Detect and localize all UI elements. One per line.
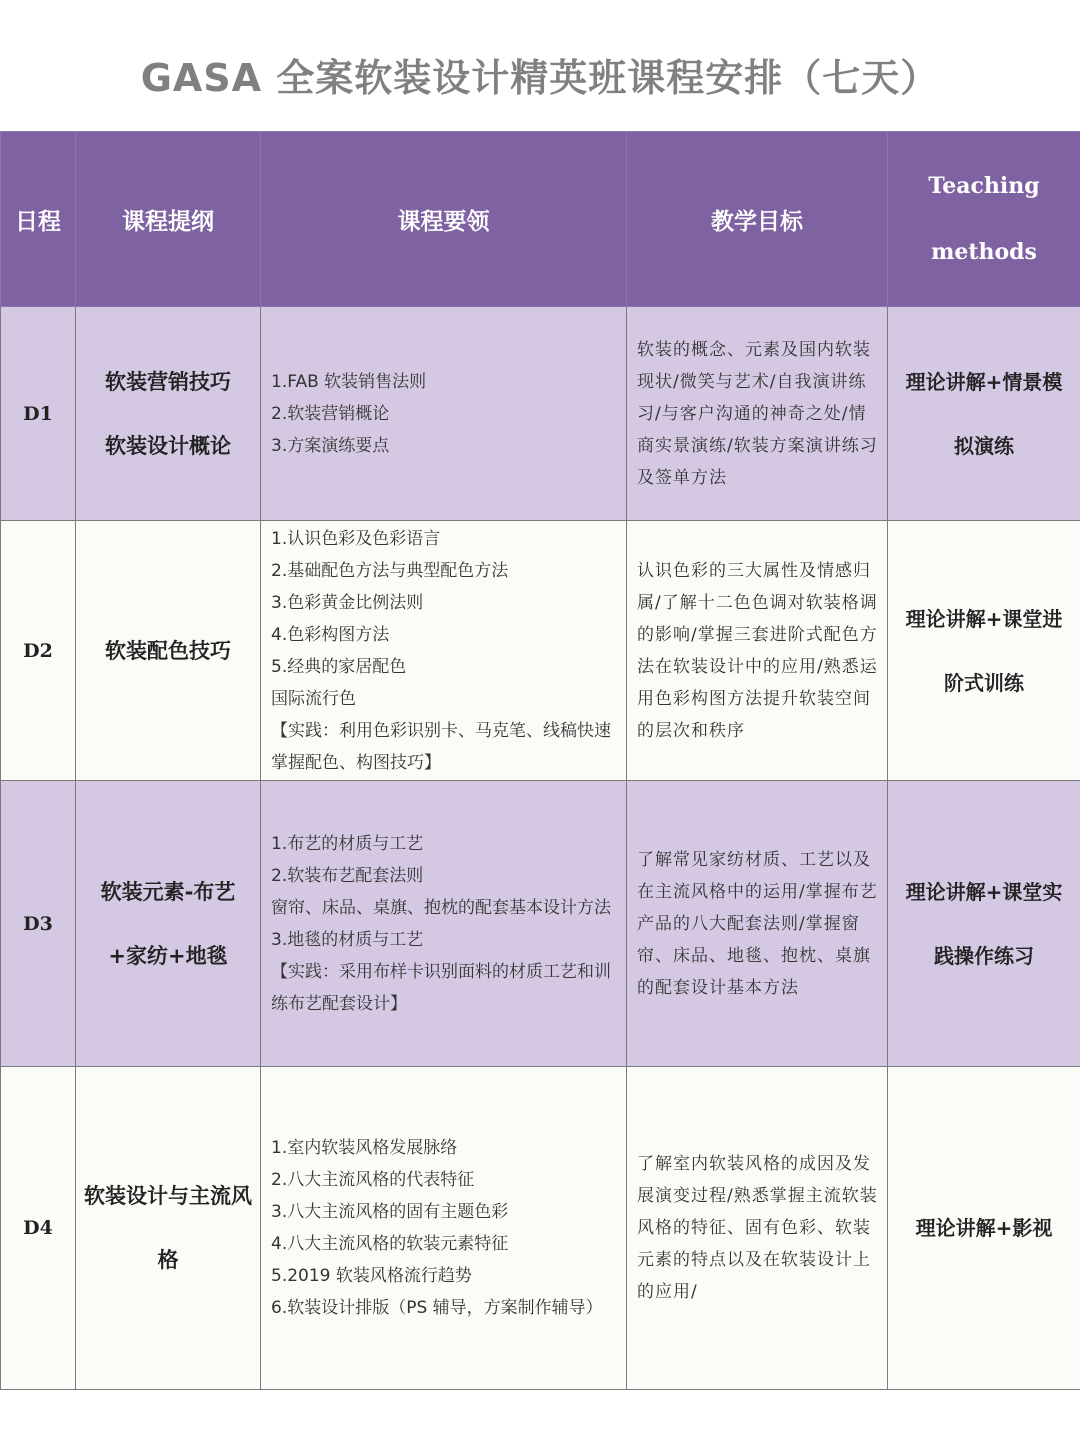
header-points: 课程要领 [261,132,627,307]
goal-cell: 认识色彩的三大属性及情感归属/了解十二色色调对软装格调的影响/掌握三套进阶式配色方法在软装设计中的应用/熟悉运用色彩构图方法提升软装空间的层次和秩序 [627,521,888,781]
point-item: 窗帘、床品、桌旗、抱枕的配套基本设计方法 [271,897,611,918]
point-item: 4.色彩构图方法 [271,624,390,645]
point-item: 1.FAB 软装销售法则 [271,371,427,392]
goal-cell: 了解室内软装风格的成因及发展演变过程/熟悉掌握主流软装风格的特征、固有色彩、软装元素的特点以及在软装设计上的应用/ [627,1067,888,1390]
point-item: 2.八大主流风格的代表特征 [271,1170,475,1190]
outline-cell: 软装设计与主流风格 [76,1067,261,1390]
table-row [1,781,1080,1067]
point-item: 2.软装布艺配套法则 [271,865,424,886]
point-item: 3.色彩黄金比例法则 [271,592,424,613]
day-cell: D4 [1,1067,76,1390]
table-header-row [1,132,1080,307]
table-row [1,521,1080,781]
day-cell: D1 [1,307,76,521]
point-item: 2.软装营销概论 [271,403,390,424]
method-cell: 理论讲解+课堂实践操作练习 [888,781,1080,1067]
course-schedule-table [0,131,1080,1390]
point-item: 国际流行色 [271,688,356,709]
practice-note: 【实践：采用布样卡识别面料的材质工艺和训练布艺配套设计】 [271,961,611,1014]
page-title: GASA 全案软装设计精英班课程安排（七天） [140,56,940,100]
points-cell [261,307,627,521]
point-item: 1.认识色彩及色彩语言 [271,528,441,549]
point-item: 5.2019 软装风格流行趋势 [271,1266,472,1286]
point-item: 6.软装设计排版（PS 辅导，方案制作辅导） [271,1298,603,1318]
header-goal: 教学目标 [627,132,888,307]
outline-cell: 软装元素-布艺+家纺+地毯 [76,781,261,1067]
point-item: 1.室内软装风格发展脉络 [271,1138,458,1158]
point-item: 2.基础配色方法与典型配色方法 [271,560,509,581]
points-cell [261,781,627,1067]
day-cell: D2 [1,521,76,781]
goal-cell: 了解常见家纺材质、工艺以及在主流风格中的运用/掌握布艺产品的八大配套法则/掌握窗帘、床品、地毯、抱枕、桌旗的配套设计基本方法 [627,781,888,1067]
point-item: 5.经典的家居配色 [271,656,407,677]
outline-cell: 软装配色技巧 [76,521,261,781]
point-item: 3.方案演练要点 [271,435,390,456]
day-cell: D3 [1,781,76,1067]
point-item: 1.布艺的材质与工艺 [271,833,424,854]
points-cell [261,521,627,781]
table-row [1,1067,1080,1390]
outline-text: 软装营销技巧 软装设计概论 [105,369,231,458]
method-cell: 理论讲解+课堂进阶式训练 [888,521,1080,781]
header-outline: 课程提纲 [76,132,261,307]
point-item: 3.地毯的材质与工艺 [271,929,424,950]
header-teaching-methods: Teaching methods [888,132,1080,307]
practice-note: 【实践：利用色彩识别卡、马克笔、线稿快速掌握配色、构图技巧】 [271,720,611,773]
method-cell: 理论讲解+情景模拟演练 [888,307,1080,521]
table-row [1,307,1080,521]
points-cell [261,1067,627,1390]
outline-cell [76,307,261,521]
header-day: 日程 [1,132,76,307]
point-item: 4.八大主流风格的软装元素特征 [271,1234,509,1254]
goal-cell: 软装的概念、元素及国内软装现状/微笑与艺术/自我演讲练习/与客户沟通的神奇之处/情商实景演练/软装方案演讲练习及签单方法 [627,307,888,521]
method-cell: 理论讲解+影视 [888,1067,1080,1390]
point-item: 3.八大主流风格的固有主题色彩 [271,1202,509,1222]
